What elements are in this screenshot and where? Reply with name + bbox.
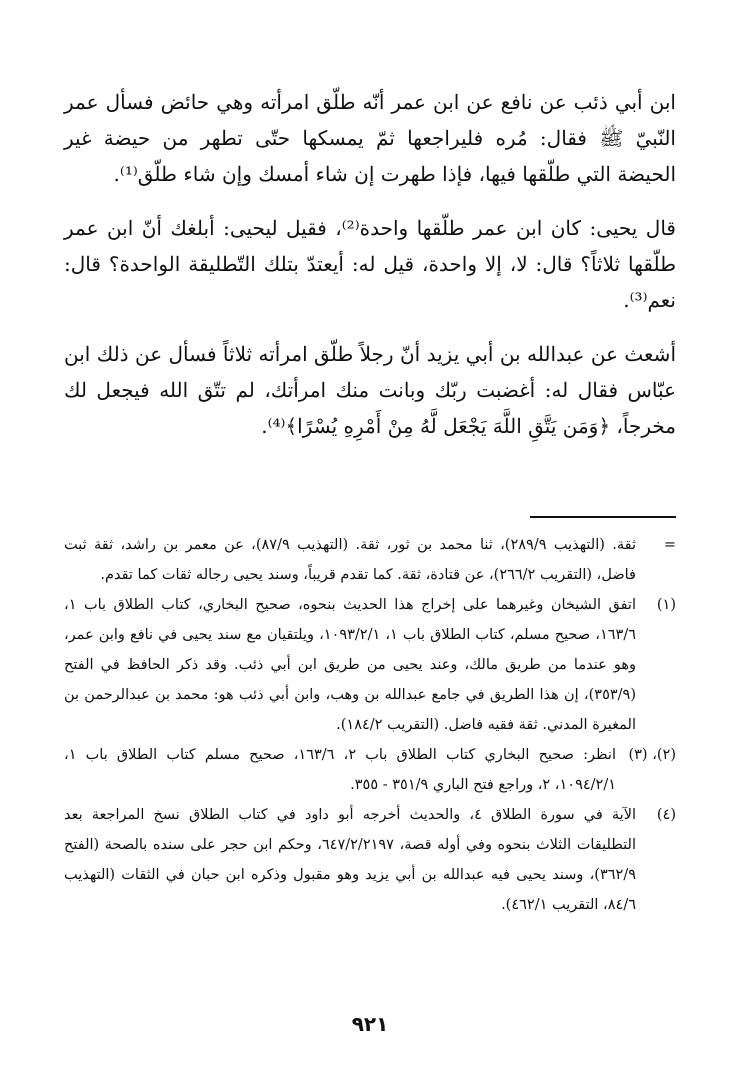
paragraph-ashath-ibn-abbas: أشعث عن عبدالله بن أبي يزيد أنّ رجلاً طلّق امرأته ثلاثاً فسأل عن ذلك ابن عبّاس فقال له: أغضبت ربّك وبانت منك امرأتك، لم تتّق الله فيجعل لك مخرجاً، ﴿وَمَن يَتَّقِ اللَّهَ يَجْعَل لَّهُ مِنْ أَمْرِهِ يُسْرًا﴾⁽⁴⁾. xyxy=(64,342,676,438)
main-text xyxy=(64,84,676,444)
document-page xyxy=(64,84,676,1082)
footnote-text: اتفق الشيخان وغيرهما على إخراج هذا الحديث بنحوه، صحيح البخاري، كتاب الطلاق باب ١، ١٦٣/٦، صحيح مسلم، كتاب الطلاق باب ١، ١٠٩٣/٢/١، ويلتقيان مع سند يحيى في نافع وابن عمر، وهو عندما من طريق مالك، وعند يحيى من طريق ابن أبي ذئب. وقد ذكر الحافظ في الفتح (٣٥٣/٩)، إن هذا الطريق في جامع عبدالله بن وهب، وابن أبي ذئب هو: محمد بن عبدالرحمن بن المغيرة المدني. ثقة فقيه فاضل. (التقريب ١٨٤/٢). xyxy=(64,597,636,733)
footnote-marker: (١) xyxy=(656,597,676,613)
page-number: ٩٢١ xyxy=(351,1012,389,1036)
footnote-text: الآية في سورة الطلاق ٤، والحديث أخرجه أبو داود في كتاب الطلاق نسخ المراجعة بعد التطليقات الثلاث بنحوه وفي أوله قصة، ٦٤٧/٢/٢١٩٧، وحكم ابن حجر على سنده بالصحة (الفتح ٣٦٢/٩)، وسند يحيى فيه عبدالله بن أبي يزيد وهو مقبول وذكره ابن حبان في الثقات (التهذيب ٨٤/٦، التقريب ٤٦٢/١). xyxy=(64,807,636,913)
footnote-1 xyxy=(64,590,676,740)
footnote-text: ثقة. (التهذيب ٢٨٩/٩)، ثنا محمد بن ثور، ثقة. (التهذيب ٨٧/٩)، عن معمر بن راشد، ثقة ثبت فاضل، (التقريب ٢٦٦/٢)، عن قتادة، ثقة. كما تقدم قريباً، وسند يحيى رجاله ثقات كما تقدم. xyxy=(64,537,636,583)
footnote-2-3 xyxy=(64,740,676,800)
footnote-separator xyxy=(530,516,676,518)
footnote-continuation xyxy=(64,530,676,590)
footnote-marker: (٢)، (٣) xyxy=(628,747,676,763)
footnote-text: انظر: صحيح البخاري كتاب الطلاق باب ٢، ١٦٣/٦، صحيح مسلم كتاب الطلاق باب ١، ١٠٩٤/٢/١، ٢، وراجع فتح الباري ٣٥١/٩ - ٣٥٥. xyxy=(64,747,616,793)
footnote-marker: (٤) xyxy=(656,807,676,823)
paragraph-hadith-ibn-umar: ابن أبي ذئب عن نافع عن ابن عمر أنّه طلّق امرأته وهي حائض فسأل عمر النّبيّ ﷺ فقال: مُره فليراجعها ثمّ يمسكها حتّى تطهر من حيضة غير الحيضة التي طلّقها فيها، فإذا طهرت إن شاء أمسك وإن شاء طلّق⁽¹⁾. xyxy=(64,90,676,186)
paragraph-yahya-question: قال يحيى: كان ابن عمر طلّقها واحدة⁽²⁾، فقيل ليحيى: أبلغك أنّ ابن عمر طلّقها ثلاثاً؟ قال: لا، إلا واحدة، قيل له: أيعتدّ بتلك التّطليقة الواحدة؟ قال: نعم⁽³⁾. xyxy=(64,216,676,312)
footnotes xyxy=(64,530,676,920)
footnote-4 xyxy=(64,800,676,920)
footnote-marker: = xyxy=(663,537,676,553)
